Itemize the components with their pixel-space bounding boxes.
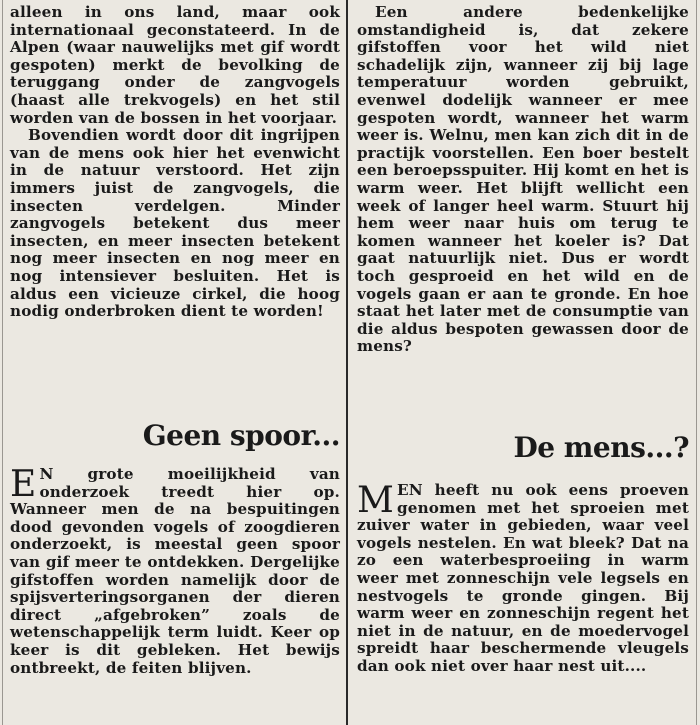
left-paragraph-2: Bovendien wordt door dit ingrijpen van de mens ook hier het evenwicht in de natuur verstoord. Het zijn immers juist de zangvogels, die insecten verdelgen. Minder zangvogels betekent dus meer insecten, en meer insecten betekent nog meer insecten en nog meer en nog intensiever besluiten. Het is aldus een vicieuze cirkel, die hoog nodig onderbroken dient te worden! [10,126,340,321]
column-divider [346,0,348,725]
right-paragraph-2 [357,482,689,676]
left-paragraph-3-text: N grote moeilijkheid van onderzoek treedt hier op. Wanneer men de na bespuitingen dood gevonden vogels of zoogdieren onderzoekt, is meestal geen spoor van gif meer te ontdekken. Dergelijke gifstoffen worden namelijk door de spijsverteringsorganen der dieren direct „afgebroken” zoals de wetenschappelijk term luidt. Keer op keer is dit gebleken. Het bewijs ontbreekt, de feiten blijven. [10,465,340,677]
left-paragraph-1: alleen in ons land, maar ook internationaal geconstateerd. In de Alpen (waar nauwelijks met gif wordt gespoten) merkt de bevolking de teruggang onder de zangvogels (haast alle trekvogels) en het stil worden van de bossen in het voorjaar. [10,3,340,127]
left-article-text [10,4,340,321]
heading-de-mens: De mens...? [513,431,689,464]
left-edge-line [2,0,3,725]
left-column [10,0,340,725]
right-column [357,0,689,725]
left-paragraph-3 [10,466,340,677]
right-article-text [357,4,689,356]
right-section-text [357,482,689,676]
right-paragraph-2-text: EN heeft nu ook eens proeven genomen met het sproeien met zuiver water in gebieden, waar veel vogels nestelen. En wat bleek? Dat na zo een waterbesproeiing in warm weer met zonneschijn vele legsels en nestvogels te gronde gingen. Bij warm weer en zonneschijn regent het niet in de natuur, en de moedervogel spreidt haar beschermende vleugels dan ook niet over haar nest uit.... [357,481,689,675]
right-heading-block [357,432,689,464]
right-edge-line [696,0,697,725]
right-paragraph-1: Een andere bedenkelijke omstandigheid is, dat zekere gifstoffen voor het wild niet schadelijk zijn, wanneer zij bij lage temperatuur worden gebruikt, evenwel dodelijk wanneer er mee gespoten wordt, wanneer het warm weer is. Welnu, men kan zich dit in de practijk voorstellen. Een boer bestelt een beroepsspuiter. Hij komt en het is warm weer. Het blijft wellicht een week of langer heel warm. Stuurt hij hem weer naar huis om terug te komen wanneer het koeler is? Dat gaat natuurlijk niet. Dus er wordt toch gesproeid en het wild en de vogels gaan er aan te gronde. En hoe staat het later met de consumptie van die aldus bespoten gewassen door de mens? [357,3,689,356]
left-section-text [10,466,340,677]
drop-cap-m: M [357,480,395,521]
drop-cap-e: E [10,464,37,505]
heading-geen-spoor: Geen spoor... [142,419,340,452]
left-heading-block [10,420,340,452]
